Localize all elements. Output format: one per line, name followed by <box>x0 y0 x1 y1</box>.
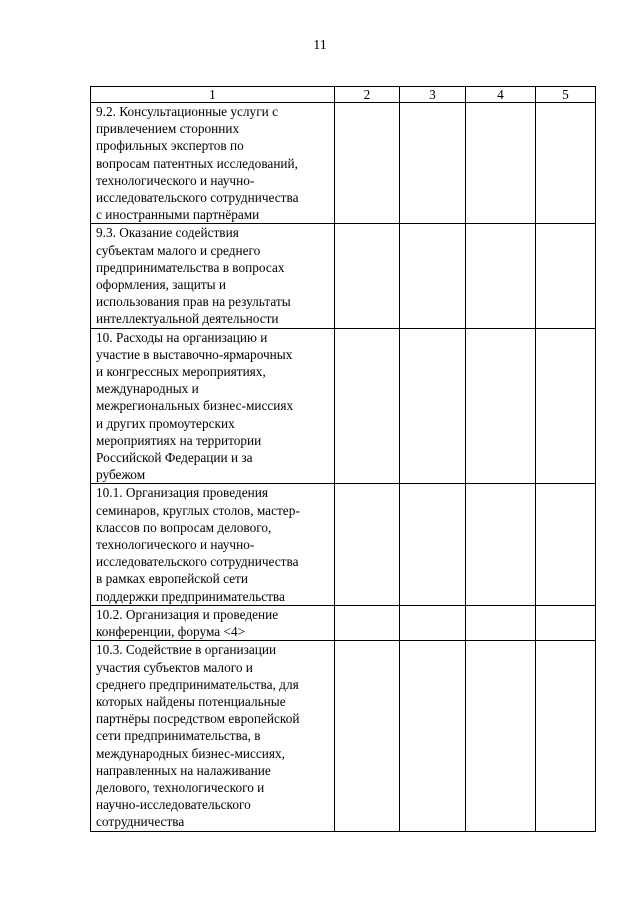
column-header-2: 2 <box>335 87 400 103</box>
row-description: 9.3. Оказание содействия субъектам малого и среднего предпринимательства в вопросах оформления, защиты и использования прав на результаты интеллектуальной деятельности <box>91 224 335 328</box>
row-cell-col-3 <box>400 641 466 831</box>
row-cell-col-5 <box>536 328 596 484</box>
table-row-10-2 <box>91 605 596 640</box>
row-description: 10.1. Организация проведения семинаров, круглых столов, мастер- классов по вопросам делового, технологического и научно- исследовательского сотрудничества в рамках европейской сети поддержки предпринимательства <box>91 484 335 605</box>
row-cell-col-3 <box>400 484 466 605</box>
table-row-10 <box>91 328 596 484</box>
row-cell-col-2 <box>335 484 400 605</box>
row-description: 10. Расходы на организацию и участие в выставочно-ярмарочных и конгрессных мероприятиях, международных и межрегиональных бизнес-миссиях и других промоутерских мероприятиях на территории Российской Федерации и за рубежом <box>91 328 335 484</box>
row-cell-col-5 <box>536 484 596 605</box>
row-cell-col-3 <box>400 605 466 640</box>
row-cell-col-2 <box>335 605 400 640</box>
row-cell-col-4 <box>466 605 536 640</box>
row-cell-col-2 <box>335 224 400 328</box>
row-cell-col-4 <box>466 224 536 328</box>
row-cell-col-5 <box>536 641 596 831</box>
row-description: 10.3. Содействие в организации участия субъектов малого и среднего предпринимательства, для которых найдены потенциальные партнёры посредством европейской сети предпринимательства, в международных бизнес-миссиях, направленных на налаживание делового, технологического и научно-исследовательского сотрудничества <box>91 641 335 831</box>
row-description: 10.2. Организация и проведение конференции, форума <4> <box>91 605 335 640</box>
row-cell-col-2 <box>335 641 400 831</box>
row-cell-col-3 <box>400 103 466 224</box>
table-row-9-2 <box>91 103 596 224</box>
column-header-1: 1 <box>91 87 335 103</box>
row-description: 9.2. Консультационные услуги с привлечением сторонних профильных экспертов по вопросам патентных исследований, технологического и научно- исследовательского сотрудничества с иностранными партнёрами <box>91 103 335 224</box>
page-number: 11 <box>313 38 327 53</box>
row-cell-col-4 <box>466 328 536 484</box>
row-cell-col-5 <box>536 605 596 640</box>
row-cell-col-4 <box>466 484 536 605</box>
column-header-5: 5 <box>536 87 596 103</box>
table-row-10-3 <box>91 641 596 831</box>
row-cell-col-5 <box>536 103 596 224</box>
table-header-row <box>91 87 596 103</box>
row-cell-col-4 <box>466 641 536 831</box>
column-header-3: 3 <box>400 87 466 103</box>
row-cell-col-2 <box>335 103 400 224</box>
row-cell-col-2 <box>335 328 400 484</box>
table-row-9-3 <box>91 224 596 328</box>
column-header-4: 4 <box>466 87 536 103</box>
row-cell-col-5 <box>536 224 596 328</box>
row-cell-col-3 <box>400 328 466 484</box>
row-cell-col-3 <box>400 224 466 328</box>
table-row-10-1 <box>91 484 596 605</box>
data-table <box>90 86 596 832</box>
row-cell-col-4 <box>466 103 536 224</box>
